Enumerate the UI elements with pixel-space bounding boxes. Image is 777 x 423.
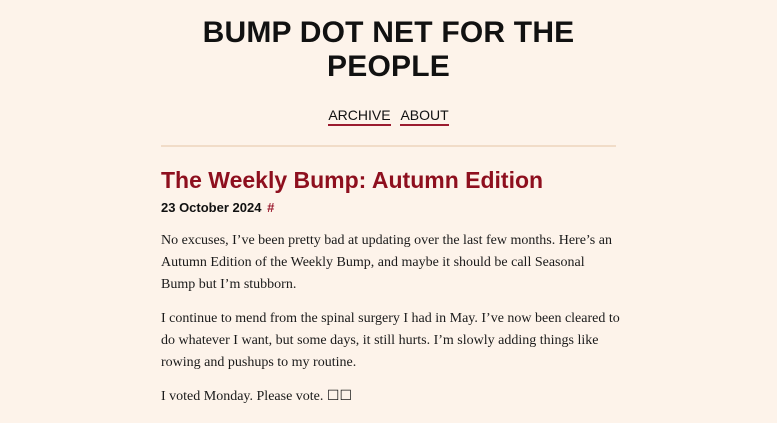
site-title[interactable]: BUMP DOT NET FOR THE PEOPLE bbox=[202, 16, 575, 83]
nav-item-about[interactable]: ABOUT bbox=[400, 107, 448, 126]
permalink-link[interactable]: # bbox=[267, 200, 275, 215]
post-paragraph: No excuses, I’ve been pretty bad at updating over the last few months. Here’s an Autumn Edition of the Weekly Bump, and maybe it should be call Seasonal Bump but I’m stubborn. bbox=[161, 233, 612, 292]
header-divider bbox=[161, 145, 616, 147]
nav-item-archive[interactable]: ARCHIVE bbox=[328, 107, 390, 126]
post-date: 23 October 2024 bbox=[161, 200, 262, 215]
site-header bbox=[0, 16, 777, 84]
post-meta bbox=[161, 199, 274, 216]
post-paragraph: I voted Monday. Please vote. ☐☐ bbox=[161, 389, 352, 404]
main-nav bbox=[0, 106, 777, 124]
post-paragraph: I continue to mend from the spinal surgery I had in May. I’ve now been cleared to do whatever I want, but some days, it still hurts. I’m slowly adding things like rowing and pushups to my routine. bbox=[161, 311, 620, 370]
post-body bbox=[161, 230, 621, 420]
post-title[interactable]: The Weekly Bump: Autumn Edition bbox=[161, 167, 544, 193]
